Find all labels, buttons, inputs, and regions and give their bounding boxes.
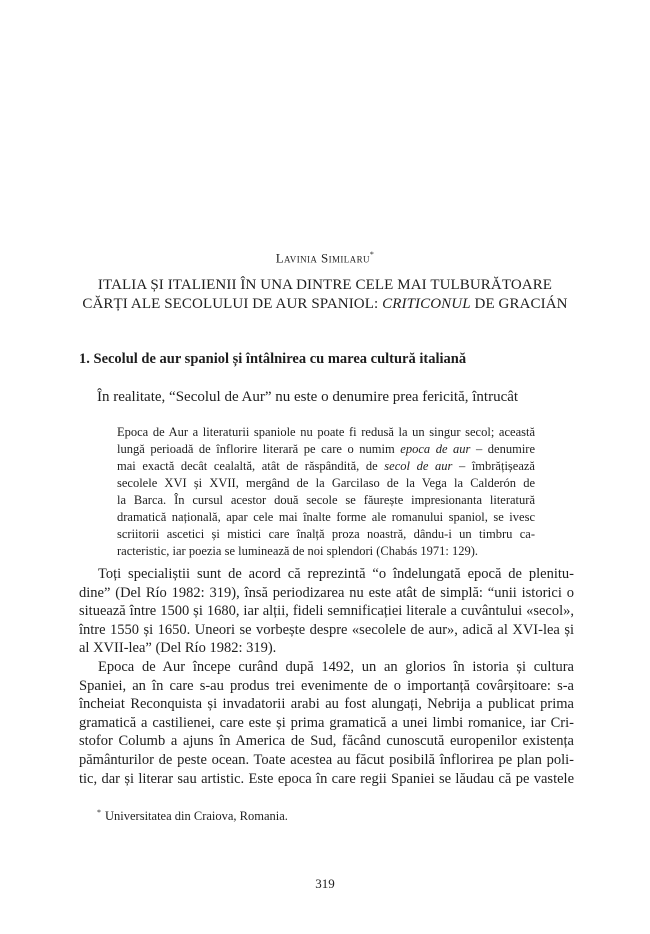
intro-sentence: În realitate, “Secolul de Aur” nu este o denumire prea fericită, întrucât: [97, 389, 519, 405]
paragraph-2-line: stofor Columb a ajuns în America de Sud, făcând cunoscută europenilor existența: [79, 733, 574, 750]
paragraph-2-line: încheiat Reconquista și invadatorii arabi au fost alungați, Nebrija a publicat prima: [79, 696, 574, 713]
paragraph-2-line: Epoca de Aur începe curând după 1492, un an glorios în istoria și cultura: [98, 658, 574, 675]
title-line-2-suffix: DE GRACIÁN: [470, 296, 568, 312]
paragraph-2-line: pământurilor de peste ocean. Toate acestea au făcut posibilă înflorirea pe plan poli-: [79, 751, 574, 768]
article-title: [60, 276, 590, 314]
paragraph-2-line: gramatică a castilienei, care este și prima gramatică a unei limbi romanice, iar Cri-: [79, 714, 574, 731]
quote-line: racteristic, iar poezia se luminează de noi splendori (Chabás 1971: 129).: [117, 544, 478, 558]
quote-line: la Barca. În cursul acestor două secole se făurește impresionanta literatură: [117, 493, 535, 507]
author-name: [0, 250, 650, 266]
quote-line: scriitorii ascetici și mistici care înalță proza noastră, dându-i un timbru ca-: [117, 527, 535, 541]
quote-line: Epoca de Aur a literaturii spaniole nu poate fi redusă la un singur secol; această: [117, 425, 535, 439]
paragraph-1-line: situează între 1500 și 1680, iar alții, fideli semnificației literale a cuvântului «secol»,: [79, 603, 574, 620]
paragraph-1-line: al XVII-lea” (Del Río 1982: 319).: [79, 640, 277, 657]
footnote-mark: *: [97, 808, 101, 817]
italic-term: secol de aur: [384, 459, 453, 473]
paragraph-1-line: dine” (Del Río 1982: 319), însă periodizarea nu este atât de simplă: “unii istorici o: [79, 584, 574, 601]
footnote-text: Universitatea din Craiova, Romania.: [105, 809, 288, 824]
page-number: 319: [315, 876, 335, 891]
footnote: [97, 808, 288, 824]
body-text: [79, 565, 574, 788]
title-line-1: ITALIA ȘI ITALIENII ÎN UNA DINTRE CELE MAI TULBURĂTOARE: [97, 277, 553, 293]
author-text: Lavinia Similaru: [275, 250, 370, 266]
quote-line: secolele XVI și XVII, mergând de la Garcilaso de la Vega la Calderón de: [117, 476, 535, 490]
title-line-2-prefix: CĂRȚI ALE SECOLULUI DE AUR SPANIOL:: [82, 296, 383, 312]
author-footnote-mark: *: [369, 250, 375, 259]
quote-line: lungă perioadă de înflorire literară pe care o numim epoca de aur – denumire: [117, 442, 535, 456]
paragraph-1-line: între 1550 și 1650. Uneori se vorbește despre «secolele de aur», adică al XVI-lea și: [79, 621, 574, 638]
italic-term: epoca de aur: [400, 442, 471, 456]
title-line-2: [60, 295, 590, 314]
quote-line: mai exactă decât cealaltă, atât de răspândită, de secol de aur – îmbrățișează: [117, 459, 535, 473]
section-heading: 1. Secolul de aur spaniol și întâlnirea cu marea cultură italiană: [79, 351, 467, 367]
paragraph-1-line: Toți specialiștii sunt de acord că reprezintă “o îndelungată epocă de plenitu-: [98, 566, 574, 582]
title-italic-work: CRITICONUL: [382, 296, 471, 312]
quote-line: dramatică națională, apar cele mai înalte forme ale romanului spaniol, se ivesc: [117, 510, 535, 524]
paragraph-2-line: Spaniei, an în care s-au produs trei evenimente de o importanță covârșitoare: s-a: [79, 677, 574, 694]
block-quote: [117, 424, 535, 560]
paragraph-2-line: tic, dar și literar sau artistic. Este epoca în care regii Spaniei se lăudau că pe vastele: [79, 770, 574, 787]
